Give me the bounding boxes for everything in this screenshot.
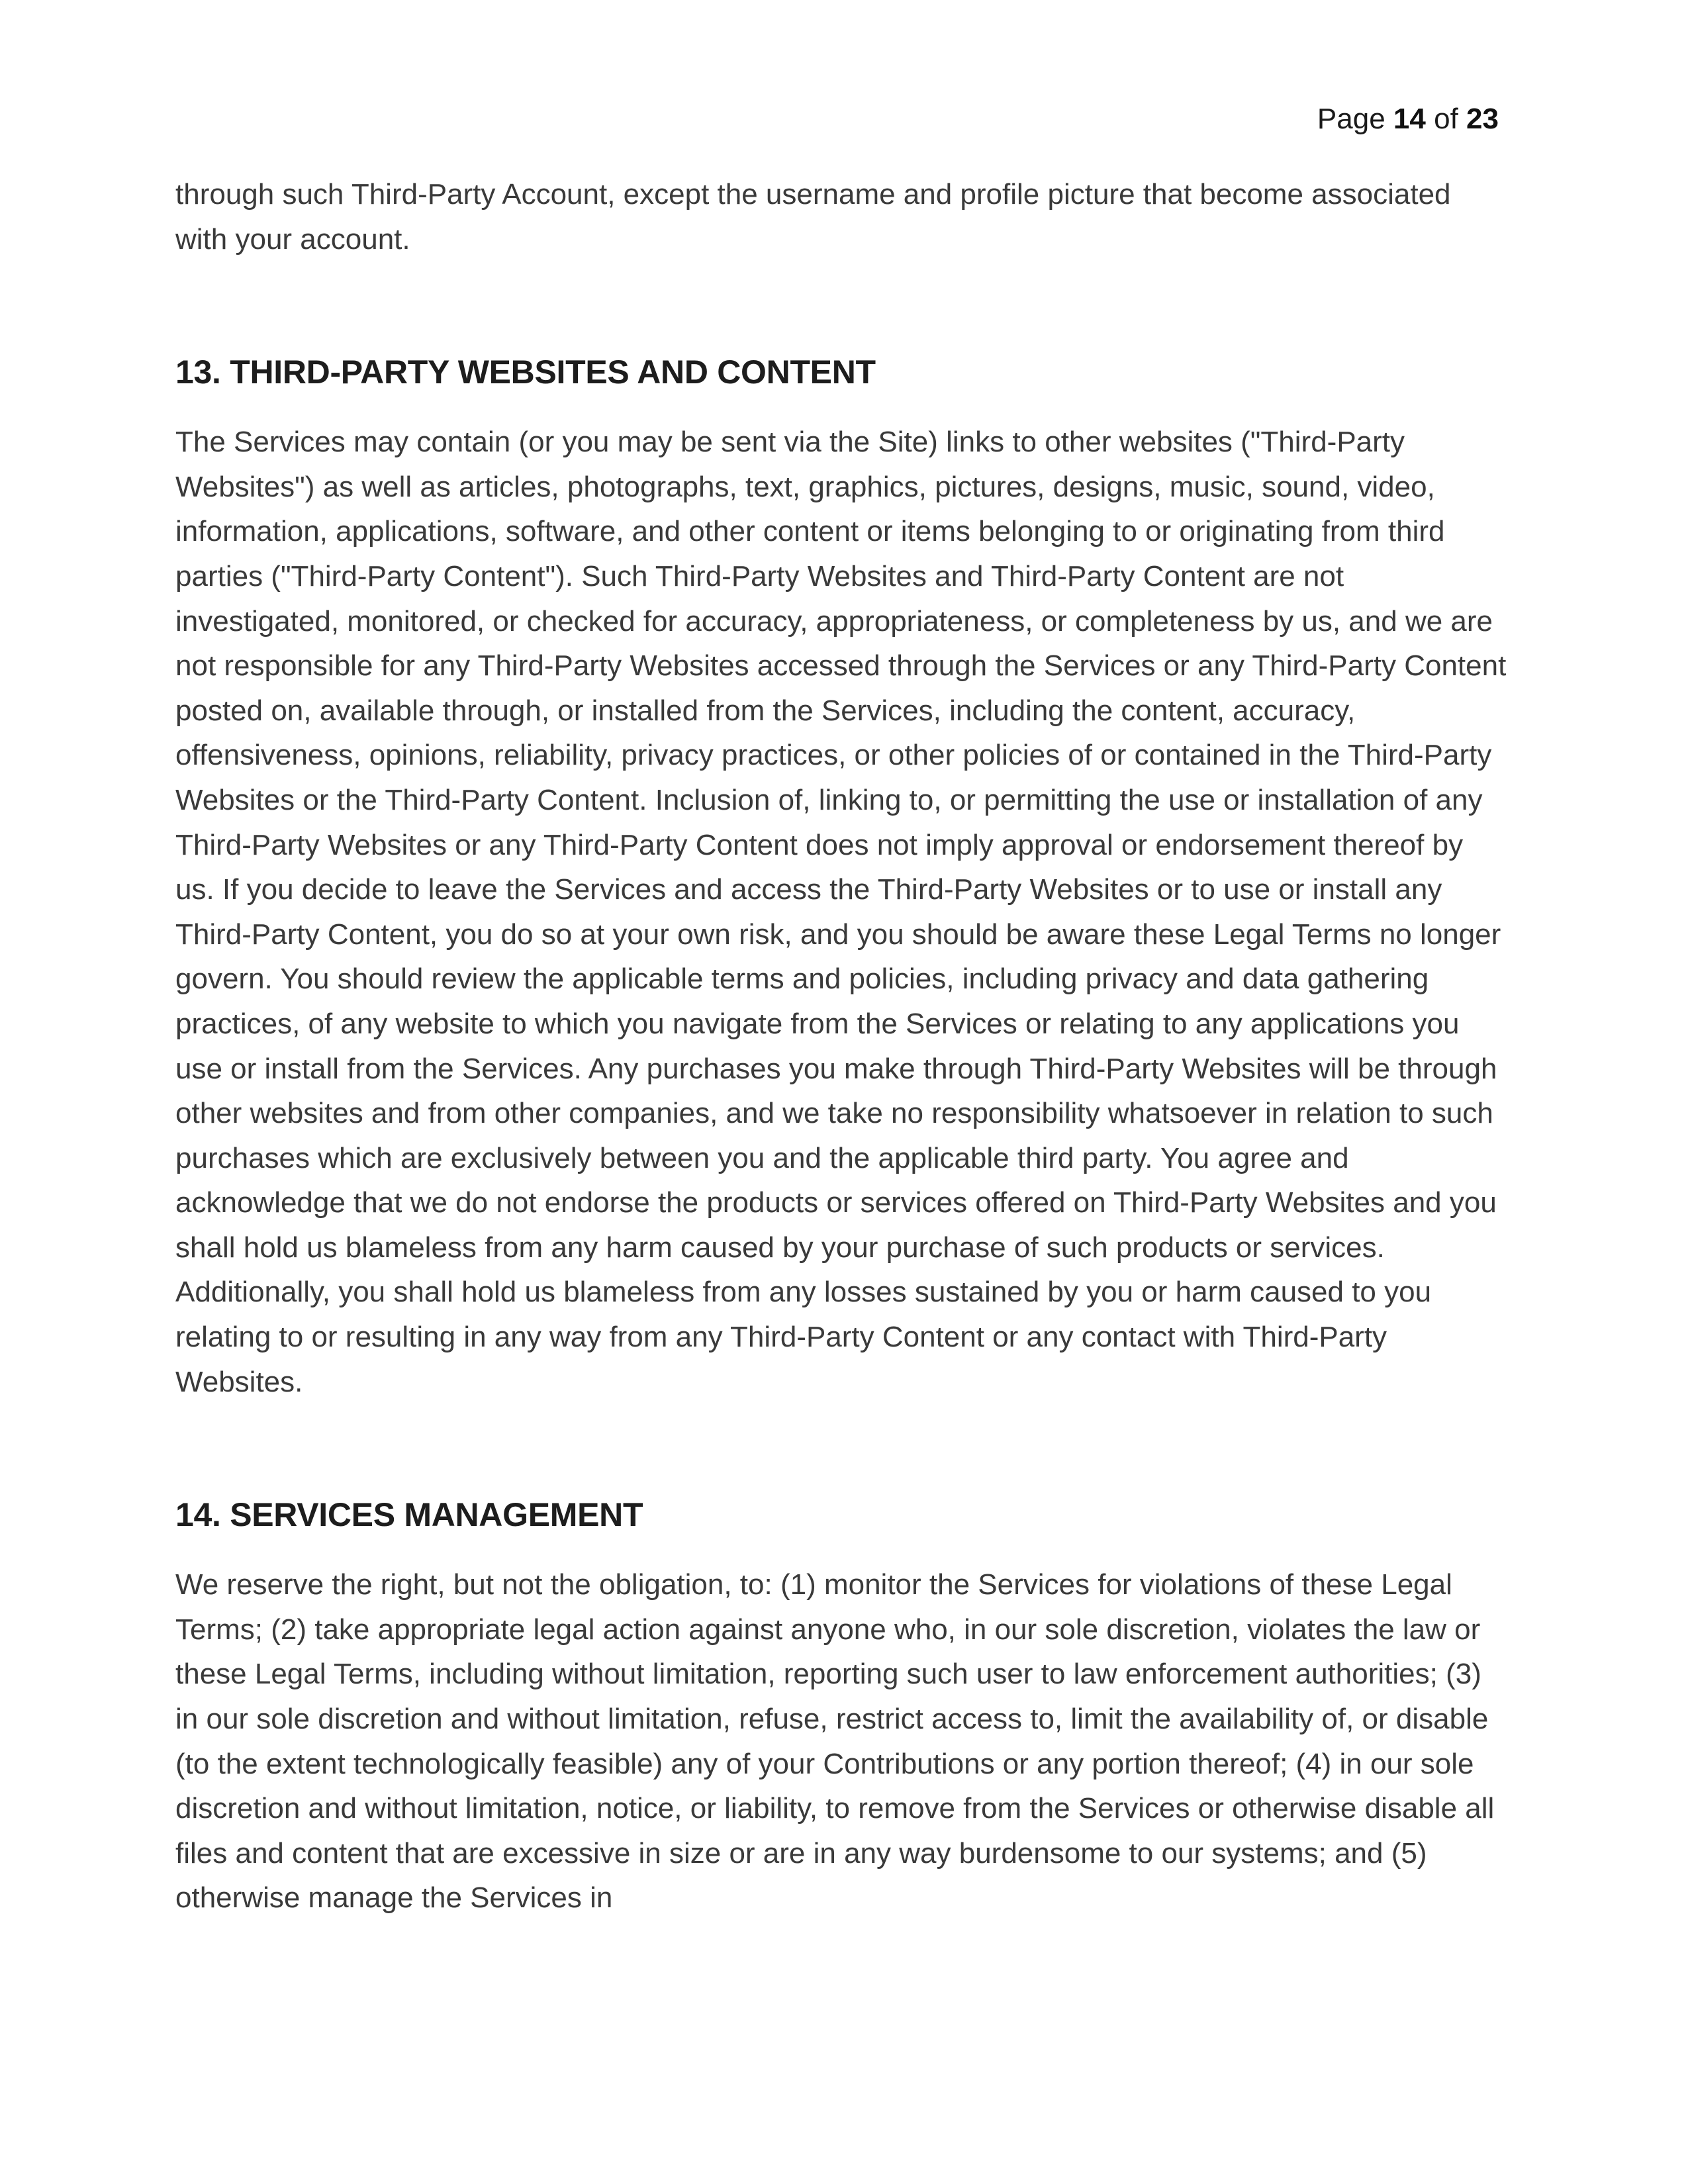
section-13-heading: 13. THIRD-PARTY WEBSITES AND CONTENT <box>175 354 876 391</box>
document-body <box>175 172 1507 1921</box>
page-number-current: 14 <box>1393 103 1426 135</box>
page-number-prefix: Page <box>1317 103 1385 135</box>
page-number <box>1317 99 1499 139</box>
intro-paragraph: through such Third-Party Account, except the username and profile picture that become associated with your account. <box>175 178 1451 256</box>
page-number-total: 23 <box>1466 103 1499 135</box>
section-14-heading: 14. SERVICES MANAGEMENT <box>175 1496 643 1534</box>
page-number-of: of <box>1434 103 1458 135</box>
section-13-paragraph: The Services may contain (or you may be sent via the Site) links to other websites ("Third-Party Websites") as well as articles, photographs, text, graphics, pictures, designs, music, sound, video, information, applications, software, and other content or items belonging to or originating from third parties ("Third-Party Content"). Such Third-Party Websites and Third-Party Content are not investigated, monitored, or checked for accuracy, appropriateness, or completeness by us, and we are not responsible for any Third-Party Websites accessed through the Services or any Third-Party Content posted on, available through, or installed from the Services, including the content, accuracy, offensiveness, opinions, reliability, privacy practices, or other policies of or contained in the Third-Party Websites or the Third-Party Content. Inclusion of, linking to, or permitting the use or installation of any Third-Party Websites or any Third-Party Content does not imply approval or endorsement thereof by us. If you decide to leave the Services and access the Third-Party Websites or to use or install any Third-Party Content, you do so at your own risk, and you should be aware these Legal Terms no longer govern. You should review the applicable terms and policies, including privacy and data gathering practices, of any website to which you navigate from the Services or relating to any applications you use or install from the Services. Any purchases you make through Third-Party Websites will be through other websites and from other companies, and we take no responsibility whatsoever in relation to such purchases which are exclusively between you and the applicable third party. You agree and acknowledge that we do not endorse the products or services offered on Third-Party Websites and you shall hold us blameless from any harm caused by your purchase of such products or services. Additionally, you shall hold us blameless from any losses sustained by you or harm caused to you relating to or resulting in any way from any Third-Party Content or any contact with Third-Party Websites. <box>175 426 1507 1398</box>
section-14-paragraph: We reserve the right, but not the obligation, to: (1) monitor the Services for violations of these Legal Terms; (2) take appropriate legal action against anyone who, in our sole discretion, violates the law or these Legal Terms, including without limitation, reporting such user to law enforcement authorities; (3) in our sole discretion and without limitation, refuse, restrict access to, limit the availability of, or disable (to the extent technologically feasible) any of your Contributions or any portion thereof; (4) in our sole discretion and without limitation, notice, or liability, to remove from the Services or otherwise disable all files and content that are excessive in size or are in any way burdensome to our systems; and (5) otherwise manage the Services in <box>175 1568 1495 1915</box>
